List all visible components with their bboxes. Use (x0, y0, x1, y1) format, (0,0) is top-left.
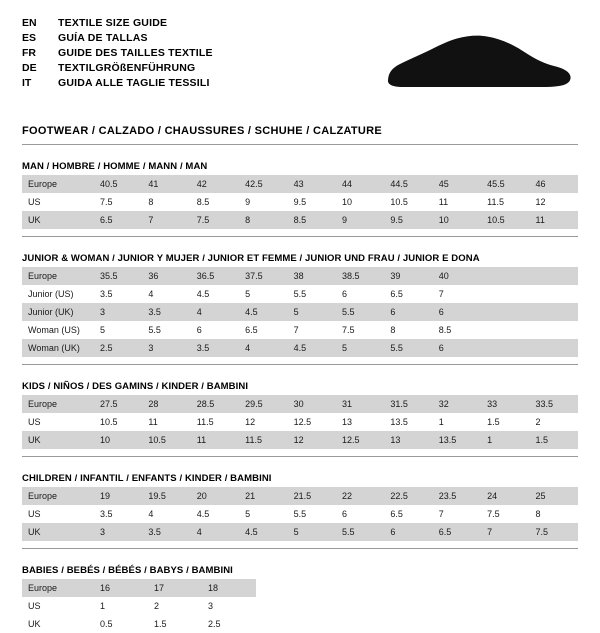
table-cell: 7 (433, 285, 481, 303)
table-cell: 22.5 (384, 487, 432, 505)
table-cell: 38 (288, 267, 336, 285)
table-cell: 4 (191, 303, 239, 321)
table-cell: 3.5 (94, 505, 142, 523)
table-cell: 24 (481, 487, 529, 505)
table-row (22, 395, 578, 413)
divider (22, 144, 578, 145)
table-cell: 36.5 (191, 267, 239, 285)
table-cell: 3.5 (191, 339, 239, 357)
table-cell: 44 (336, 175, 384, 193)
table-cell: 42 (191, 175, 239, 193)
size-table-body (22, 395, 578, 449)
table-cell: 10.5 (384, 193, 432, 211)
table-row (22, 505, 578, 523)
table-row (22, 321, 578, 339)
table-cell (481, 303, 529, 321)
table-row (22, 579, 256, 597)
language-title-list (22, 16, 213, 91)
table-cell: 6 (336, 505, 384, 523)
table-cell: 10 (433, 211, 481, 229)
table-cell: 9.5 (384, 211, 432, 229)
table-cell: 3 (94, 303, 142, 321)
size-table-man (22, 175, 578, 229)
language-title: GUÍA DE TALLAS (58, 32, 148, 44)
table-cell: 45.5 (481, 175, 529, 193)
table-cell: 6.5 (384, 285, 432, 303)
table-cell: 13 (384, 431, 432, 449)
table-cell: 11 (191, 431, 239, 449)
table-cell: 22 (336, 487, 384, 505)
row-label: US (22, 505, 94, 523)
table-cell: 5.5 (142, 321, 190, 339)
language-code: IT (22, 77, 32, 89)
table-cell (530, 303, 578, 321)
table-cell: 5 (288, 523, 336, 541)
table-cell: 7 (433, 505, 481, 523)
table-cell: 40.5 (94, 175, 142, 193)
table-cell: 5.5 (288, 505, 336, 523)
table-cell: 13 (336, 413, 384, 431)
table-cell: 31 (336, 395, 384, 413)
size-group-babies (22, 565, 578, 633)
table-row (22, 175, 578, 193)
table-cell: 5 (288, 303, 336, 321)
table-cell: 6 (191, 321, 239, 339)
table-cell (530, 267, 578, 285)
table-cell: 12 (288, 431, 336, 449)
table-cell: 11.5 (481, 193, 529, 211)
table-cell: 2.5 (94, 339, 142, 357)
table-cell: 11.5 (239, 431, 287, 449)
table-cell: 6 (433, 303, 481, 321)
table-cell: 4 (142, 285, 190, 303)
table-row (22, 211, 578, 229)
size-group-children (22, 473, 578, 541)
table-cell: 10.5 (94, 413, 142, 431)
table-cell: 8 (530, 505, 578, 523)
table-cell: 6.5 (384, 505, 432, 523)
table-cell: 12 (239, 413, 287, 431)
row-label: US (22, 597, 94, 615)
table-cell: 35.5 (94, 267, 142, 285)
table-cell: 7.5 (530, 523, 578, 541)
table-row (22, 615, 256, 633)
table-row (22, 267, 578, 285)
row-label: Europe (22, 175, 94, 193)
divider (22, 236, 578, 237)
table-row (22, 303, 578, 321)
table-cell: 8.5 (191, 193, 239, 211)
language-title: TEXTILE SIZE GUIDE (58, 17, 168, 29)
table-cell: 4 (191, 523, 239, 541)
row-label: Europe (22, 395, 94, 413)
language-title-list-body (22, 16, 213, 91)
row-label: US (22, 413, 94, 431)
size-group-man (22, 161, 578, 229)
size-table-babies (22, 579, 256, 633)
table-row (22, 193, 578, 211)
table-cell: 8 (384, 321, 432, 339)
table-cell: 6.5 (239, 321, 287, 339)
table-cell: 6.5 (433, 523, 481, 541)
table-cell: 5 (94, 321, 142, 339)
table-cell: 27.5 (94, 395, 142, 413)
size-table-body (22, 175, 578, 229)
table-cell: 43 (288, 175, 336, 193)
row-label: Europe (22, 487, 94, 505)
row-label: UK (22, 211, 94, 229)
divider (22, 456, 578, 457)
table-cell: 21 (239, 487, 287, 505)
table-cell: 13.5 (384, 413, 432, 431)
row-label: Woman (UK) (22, 339, 94, 357)
table-cell: 21.5 (288, 487, 336, 505)
table-cell: 0.5 (94, 615, 148, 633)
table-row (22, 285, 578, 303)
size-table-children (22, 487, 578, 541)
language-row (22, 61, 213, 76)
table-cell: 3.5 (142, 303, 190, 321)
table-cell: 44.5 (384, 175, 432, 193)
table-cell: 3 (142, 339, 190, 357)
table-cell: 19.5 (142, 487, 190, 505)
language-code: ES (22, 32, 37, 44)
table-cell: 38.5 (336, 267, 384, 285)
table-cell: 11.5 (191, 413, 239, 431)
table-cell: 3.5 (94, 285, 142, 303)
group-title: BABIES / BEBÉS / BÉBÉS / BABYS / BAMBINI (22, 565, 233, 576)
table-cell: 1 (481, 431, 529, 449)
table-cell: 7.5 (336, 321, 384, 339)
table-cell: 19 (94, 487, 142, 505)
size-table-body (22, 579, 256, 633)
table-cell: 28 (142, 395, 190, 413)
table-cell: 7 (142, 211, 190, 229)
table-cell: 5 (239, 505, 287, 523)
table-cell: 3 (94, 523, 142, 541)
table-cell: 46 (530, 175, 578, 193)
table-cell: 10 (94, 431, 142, 449)
table-cell: 8 (142, 193, 190, 211)
table-cell: 45 (433, 175, 481, 193)
table-cell: 4 (142, 505, 190, 523)
table-cell (481, 267, 529, 285)
table-cell: 11 (433, 193, 481, 211)
table-cell: 7.5 (191, 211, 239, 229)
table-cell (481, 339, 529, 357)
size-table-body (22, 487, 578, 541)
row-label: US (22, 193, 94, 211)
divider (22, 548, 578, 549)
table-cell: 33 (481, 395, 529, 413)
table-cell: 31.5 (384, 395, 432, 413)
table-row (22, 431, 578, 449)
row-label: Junior (US) (22, 285, 94, 303)
table-cell (530, 321, 578, 339)
table-cell: 6 (336, 285, 384, 303)
table-cell: 5.5 (384, 339, 432, 357)
table-cell: 11 (142, 413, 190, 431)
table-cell: 5 (336, 339, 384, 357)
row-label: Junior (UK) (22, 303, 94, 321)
table-cell: 7.5 (94, 193, 142, 211)
group-title: CHILDREN / INFANTIL / ENFANTS / KINDER / BAMBINI (22, 473, 272, 484)
table-cell: 17 (148, 579, 202, 597)
table-cell: 1.5 (530, 431, 578, 449)
table-cell: 6 (433, 339, 481, 357)
table-cell: 29.5 (239, 395, 287, 413)
table-cell: 10 (336, 193, 384, 211)
table-cell (481, 321, 529, 339)
row-label: UK (22, 523, 94, 541)
table-cell: 8.5 (433, 321, 481, 339)
language-title: GUIDA ALLE TAGLIE TESSILI (58, 77, 210, 89)
table-cell: 9 (239, 193, 287, 211)
table-cell: 4.5 (239, 303, 287, 321)
table-row (22, 339, 578, 357)
table-cell: 1.5 (481, 413, 529, 431)
table-cell: 40 (433, 267, 481, 285)
table-cell: 2.5 (202, 615, 256, 633)
table-cell: 42.5 (239, 175, 287, 193)
table-cell: 10.5 (481, 211, 529, 229)
table-cell: 5.5 (288, 285, 336, 303)
language-row (22, 76, 213, 91)
table-cell: 5 (239, 285, 287, 303)
table-cell: 6 (384, 523, 432, 541)
table-cell: 7 (481, 523, 529, 541)
dress-shoe-icon (382, 32, 572, 98)
page-title: FOOTWEAR / CALZADO / CHAUSSURES / SCHUHE / CALZATURE (22, 125, 383, 137)
language-code: DE (22, 62, 37, 74)
table-cell: 18 (202, 579, 256, 597)
size-table-body (22, 267, 578, 357)
table-cell: 30 (288, 395, 336, 413)
row-label: Woman (US) (22, 321, 94, 339)
table-cell (530, 339, 578, 357)
document-header (22, 16, 578, 108)
divider (22, 364, 578, 365)
table-cell: 41 (142, 175, 190, 193)
table-cell: 9.5 (288, 193, 336, 211)
language-row (22, 31, 213, 46)
language-code: EN (22, 17, 37, 29)
table-cell: 3.5 (142, 523, 190, 541)
language-row (22, 16, 213, 31)
row-label: Europe (22, 267, 94, 285)
table-cell: 12 (530, 193, 578, 211)
size-table-kids (22, 395, 578, 449)
language-row (22, 46, 213, 61)
table-cell: 11 (530, 211, 578, 229)
table-cell: 13.5 (433, 431, 481, 449)
size-group-junior-woman (22, 253, 578, 357)
table-cell: 33.5 (530, 395, 578, 413)
table-cell: 20 (191, 487, 239, 505)
row-label: UK (22, 431, 94, 449)
table-cell: 37.5 (239, 267, 287, 285)
size-table-junior-woman (22, 267, 578, 357)
row-label: Europe (22, 579, 94, 597)
table-cell: 36 (142, 267, 190, 285)
table-cell: 2 (530, 413, 578, 431)
table-cell: 4.5 (191, 505, 239, 523)
table-cell: 16 (94, 579, 148, 597)
table-cell: 5.5 (336, 523, 384, 541)
table-cell: 25 (530, 487, 578, 505)
table-cell: 12.5 (336, 431, 384, 449)
table-cell: 5.5 (336, 303, 384, 321)
table-cell: 8 (239, 211, 287, 229)
table-cell: 4 (239, 339, 287, 357)
table-cell: 9 (336, 211, 384, 229)
language-title: GUIDE DES TAILLES TEXTILE (58, 47, 213, 59)
table-cell (481, 285, 529, 303)
table-cell: 6 (384, 303, 432, 321)
group-title: KIDS / NIÑOS / DES GAMINS / KINDER / BAMBINI (22, 381, 249, 392)
table-cell: 10.5 (142, 431, 190, 449)
table-cell: 4.5 (191, 285, 239, 303)
table-cell: 2 (148, 597, 202, 615)
table-row (22, 413, 578, 431)
table-cell (530, 285, 578, 303)
table-cell: 1 (433, 413, 481, 431)
table-cell: 7.5 (481, 505, 529, 523)
row-label: UK (22, 615, 94, 633)
table-cell: 12.5 (288, 413, 336, 431)
language-title: TEXTILGRÖßENFÜHRUNG (58, 62, 196, 74)
table-cell: 32 (433, 395, 481, 413)
table-cell: 4.5 (239, 523, 287, 541)
table-cell: 3 (202, 597, 256, 615)
table-row (22, 487, 578, 505)
table-cell: 1.5 (148, 615, 202, 633)
table-cell: 23.5 (433, 487, 481, 505)
table-cell: 6.5 (94, 211, 142, 229)
table-cell: 8.5 (288, 211, 336, 229)
table-row (22, 523, 578, 541)
group-title: MAN / HOMBRE / HOMME / MANN / MAN (22, 161, 208, 172)
table-cell: 4.5 (288, 339, 336, 357)
table-cell: 39 (384, 267, 432, 285)
table-cell: 7 (288, 321, 336, 339)
group-title: JUNIOR & WOMAN / JUNIOR Y MUJER / JUNIOR ET FEMME / JUNIOR UND FRAU / JUNIOR E DONA (22, 253, 480, 264)
table-cell: 28.5 (191, 395, 239, 413)
table-cell: 1 (94, 597, 148, 615)
size-group-kids (22, 381, 578, 449)
language-code: FR (22, 47, 36, 59)
